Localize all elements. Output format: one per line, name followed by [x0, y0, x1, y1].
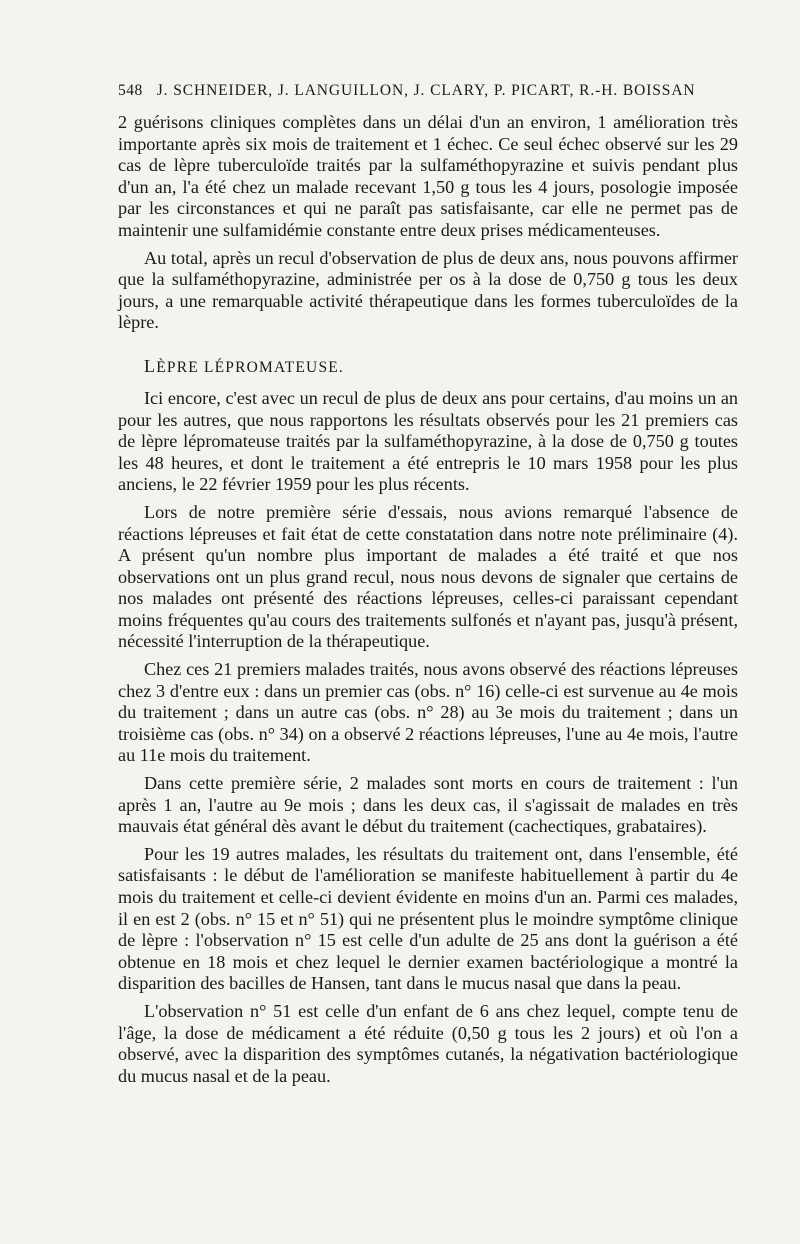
paragraph: L'observation n° 51 est celle d'un enfant de 6 ans chez lequel, compte tenu de l'âge, la dose de médicament a été réduite (0,50 g tous les 2 jours) et où l'on a observé, avec la disparition des symptômes cutanés, la négativation bactériologique du mucus nasal et de la peau. [118, 1000, 738, 1086]
running-header [118, 82, 738, 100]
paragraph: Pour les 19 autres malades, les résultats du traitement ont, dans l'ensemble, été satisfaisants : le début de l'amélioration se manifeste habituellement à partir du 4e mois du traitement et celle-ci devient évidente en moins d'un an. Parmi ces malades, il en est 2 (obs. n° 15 et n° 51) qui ne présentent plus le moindre symptôme clinique de lèpre : l'observation n° 15 est celle d'un adulte de 25 ans dont la guérison a été obtenue en 18 mois et chez lequel le dernier examen bactériologique a montré la disparition des bacilles de Hansen, tant dans le mucus nasal que dans la peau. [118, 843, 738, 994]
section-heading-text: ÈPRE LÉPROMATEUSE. [156, 358, 345, 376]
section-heading-initial: L [144, 355, 157, 376]
paragraph: Dans cette première série, 2 malades sont morts en cours de traitement : l'un après 1 an, l'autre au 9e mois ; dans les deux cas, il s'agissait de malades en très mauvais état général dès avant le début du traitement (cachectiques, grabataires). [118, 773, 738, 837]
paragraph-continuation: 2 guérisons cliniques complètes dans un délai d'un an environ, 1 amélioration très importante après six mois de traitement et 1 échec. Ce seul échec observé sur les 29 cas de lèpre tuberculoïde traités par la sulfaméthopyrazine et suivis pendant plus d'un an, l'a été chez un malade recevant 1,50 g tous les 4 jours, posologie imposée par les circonstances et qui ne paraît pas satisfaisante, car elle ne permet pas de maintenir une sulfamidémie constante entre deux prises médicamenteuses. [118, 112, 738, 240]
paragraph-conclusion-tuberculoid: Au total, après un recul d'observation de plus de deux ans, nous pouvons affirmer que la sulfaméthopyrazine, administrée per os à la dose de 0,750 g tous les deux jours, a une remarquable activité thérapeutique dans les formes tuberculoïdes de la lèpre. [118, 247, 738, 333]
section-heading-lepromatous [144, 356, 738, 377]
document-page [118, 82, 738, 1087]
paragraph: Lors de notre première série d'essais, nous avions remarqué l'absence de réactions lépreuses et fait état de cette constatation dans notre note préliminaire (4). A présent qu'un nombre plus important de malades a été traité et que nos observations ont un plus grand recul, nous nous devons de signaler que certains de nos malades ont présenté des réactions lépreuses, celles-ci paraissant cependant moins fréquentes qu'au cours des traitements sulfonés et n'ayant pas, jusqu'à présent, nécessité l'interruption de la thérapeutique. [118, 501, 738, 652]
page-number: 548 [118, 82, 143, 99]
paragraph: Ici encore, c'est avec un recul de plus de deux ans pour certains, d'au moins un an pour les autres, que nous rapportons les résultats observés pour les 21 premiers cas de lèpre lépromateuse traités par la sulfaméthopyrazine, à la dose de 0,750 g toutes les 48 heures, et dont le traitement a été entrepris le 10 mars 1958 pour les plus anciens, le 22 février 1959 pour les plus récents. [118, 387, 738, 495]
author-list: J. SCHNEIDER, J. LANGUILLON, J. CLARY, P. PICART, R.-H. BOISSAN [156, 82, 696, 99]
paragraph: Chez ces 21 premiers malades traités, nous avons observé des réactions lépreuses chez 3 d'entre eux : dans un premier cas (obs. n° 16) celle-ci est survenue au 4e mois du traitement ; dans un autre cas (obs. n° 28) au 3e mois du traitement ; dans un troisième cas (obs. n° 34) on a observé 2 réactions lépreuses, l'une au 4e mois, l'autre au 11e mois du traitement. [118, 659, 738, 766]
